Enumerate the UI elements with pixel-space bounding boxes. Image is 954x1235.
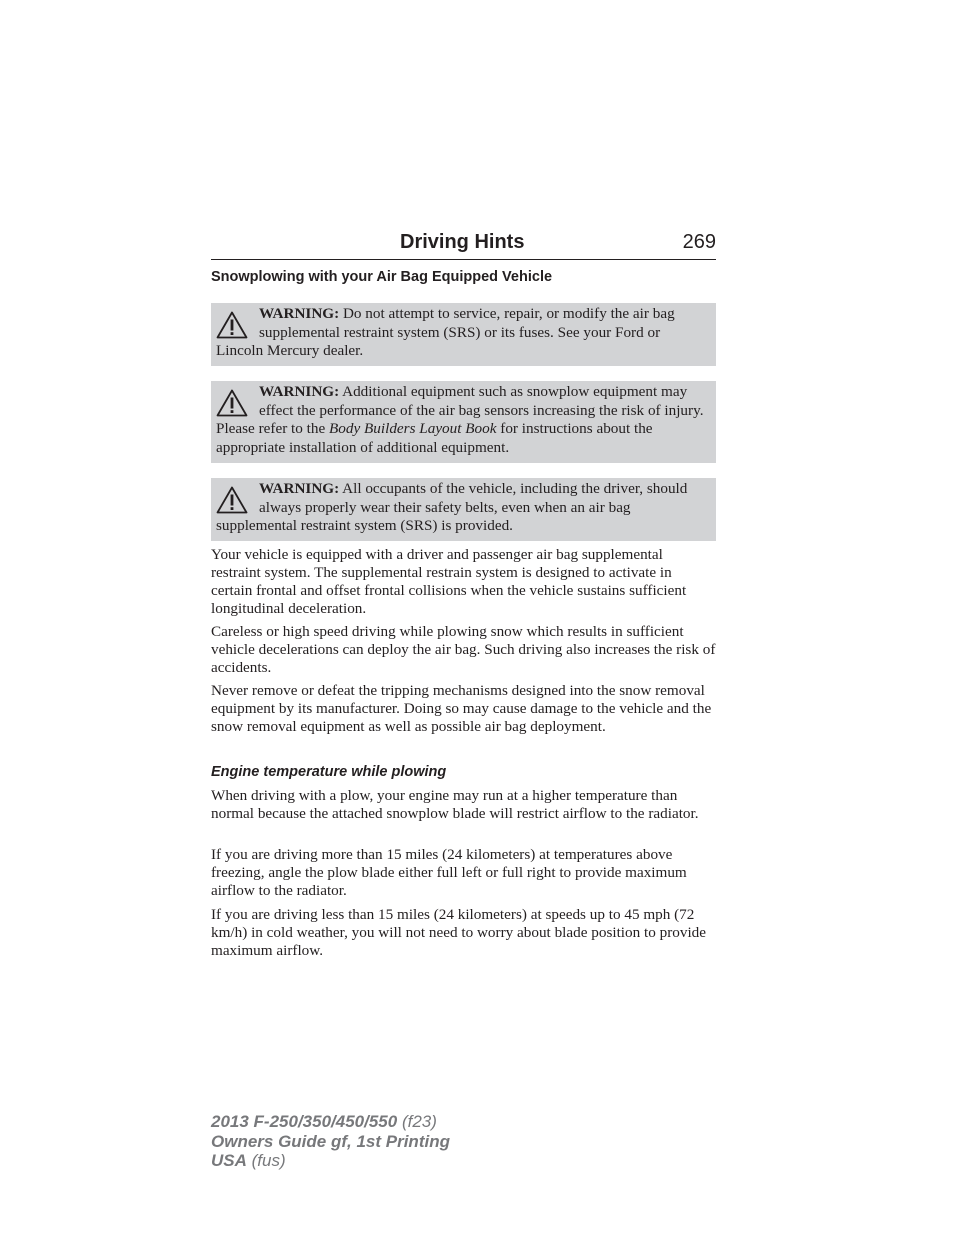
warning-label: WARNING:	[259, 480, 340, 497]
warning-box	[211, 478, 716, 541]
footer-model: 2013 F-250/350/450/550	[211, 1112, 398, 1131]
warning-text: Additional equipment such as snowplow equipment may effect the performance of the air bag sensors increasing the risk of injury. Please refer to the	[216, 383, 704, 438]
footer-market-code: (fus)	[251, 1151, 286, 1170]
warning-triangle-icon	[216, 389, 248, 417]
body-paragraph: Never remove or defeat the tripping mechanisms designed into the snow removal equipment by its manufacturer. Doing so may cause damage to the vehicle and the snow removal equipment as well as possible air bag deployment.	[211, 682, 712, 735]
footer-line-market	[211, 1151, 450, 1171]
page-footer	[211, 1112, 450, 1171]
body-paragraph: When driving with a plow, your engine may run at a higher temperature than normal because the attached snowplow blade will restrict airflow to the radiator.	[211, 787, 699, 822]
warning-triangle-icon	[216, 311, 248, 339]
warning-triangle-icon	[216, 486, 248, 514]
footer-line-model	[211, 1112, 450, 1132]
page-title: Driving Hints	[400, 231, 525, 253]
footer-line-printing	[211, 1132, 450, 1152]
book-title: Body Builders Layout Book	[329, 420, 497, 438]
warning-label: WARNING:	[259, 305, 340, 322]
body-paragraph: If you are driving less than 15 miles (24 kilometers) at speeds up to 45 mph (72 km/h) in cold weather, you will not need to worry about blade position to provide maximum airflow.	[211, 906, 706, 959]
warning-text-continued: for instructions about the appropriate installation of additional equipment.	[216, 420, 653, 456]
warning-box	[211, 303, 716, 366]
body-paragraph: If you are driving more than 15 miles (24 kilometers) at temperatures above freezing, angle the plow blade either full left or full right to provide maximum airflow to the radiator.	[211, 846, 687, 899]
sub-heading: Engine temperature while plowing	[211, 764, 447, 780]
warning-text: All occupants of the vehicle, including the driver, should always properly wear their safety belts, even when an air bag supplemental restraint system (SRS) is provided.	[216, 480, 688, 535]
warning-box	[211, 381, 716, 463]
page-number: 269	[682, 231, 716, 253]
warning-label: WARNING:	[259, 383, 340, 400]
page-header	[211, 229, 716, 260]
body-paragraph: Careless or high speed driving while plowing snow which results in sufficient vehicle decelerations can deploy the air bag. Such driving also increases the risk of accidents.	[211, 623, 716, 676]
footer-market: USA	[211, 1151, 247, 1170]
warning-text: Do not attempt to service, repair, or modify the air bag supplemental restraint system (SRS) or its fuses. See your Ford or Lincoln Mercury dealer.	[216, 305, 675, 360]
section-title: Snowplowing with your Air Bag Equipped Vehicle	[211, 269, 553, 285]
footer-printing: Owners Guide gf, 1st Printing	[211, 1131, 450, 1151]
body-paragraph: Your vehicle is equipped with a driver and passenger air bag supplemental restraint system. The supplemental restrain system is designed to activate in certain frontal and offset frontal collisions when the vehicle sustains sufficient longitudinal deceleration.	[211, 546, 687, 617]
footer-model-code: (f23)	[401, 1112, 437, 1131]
